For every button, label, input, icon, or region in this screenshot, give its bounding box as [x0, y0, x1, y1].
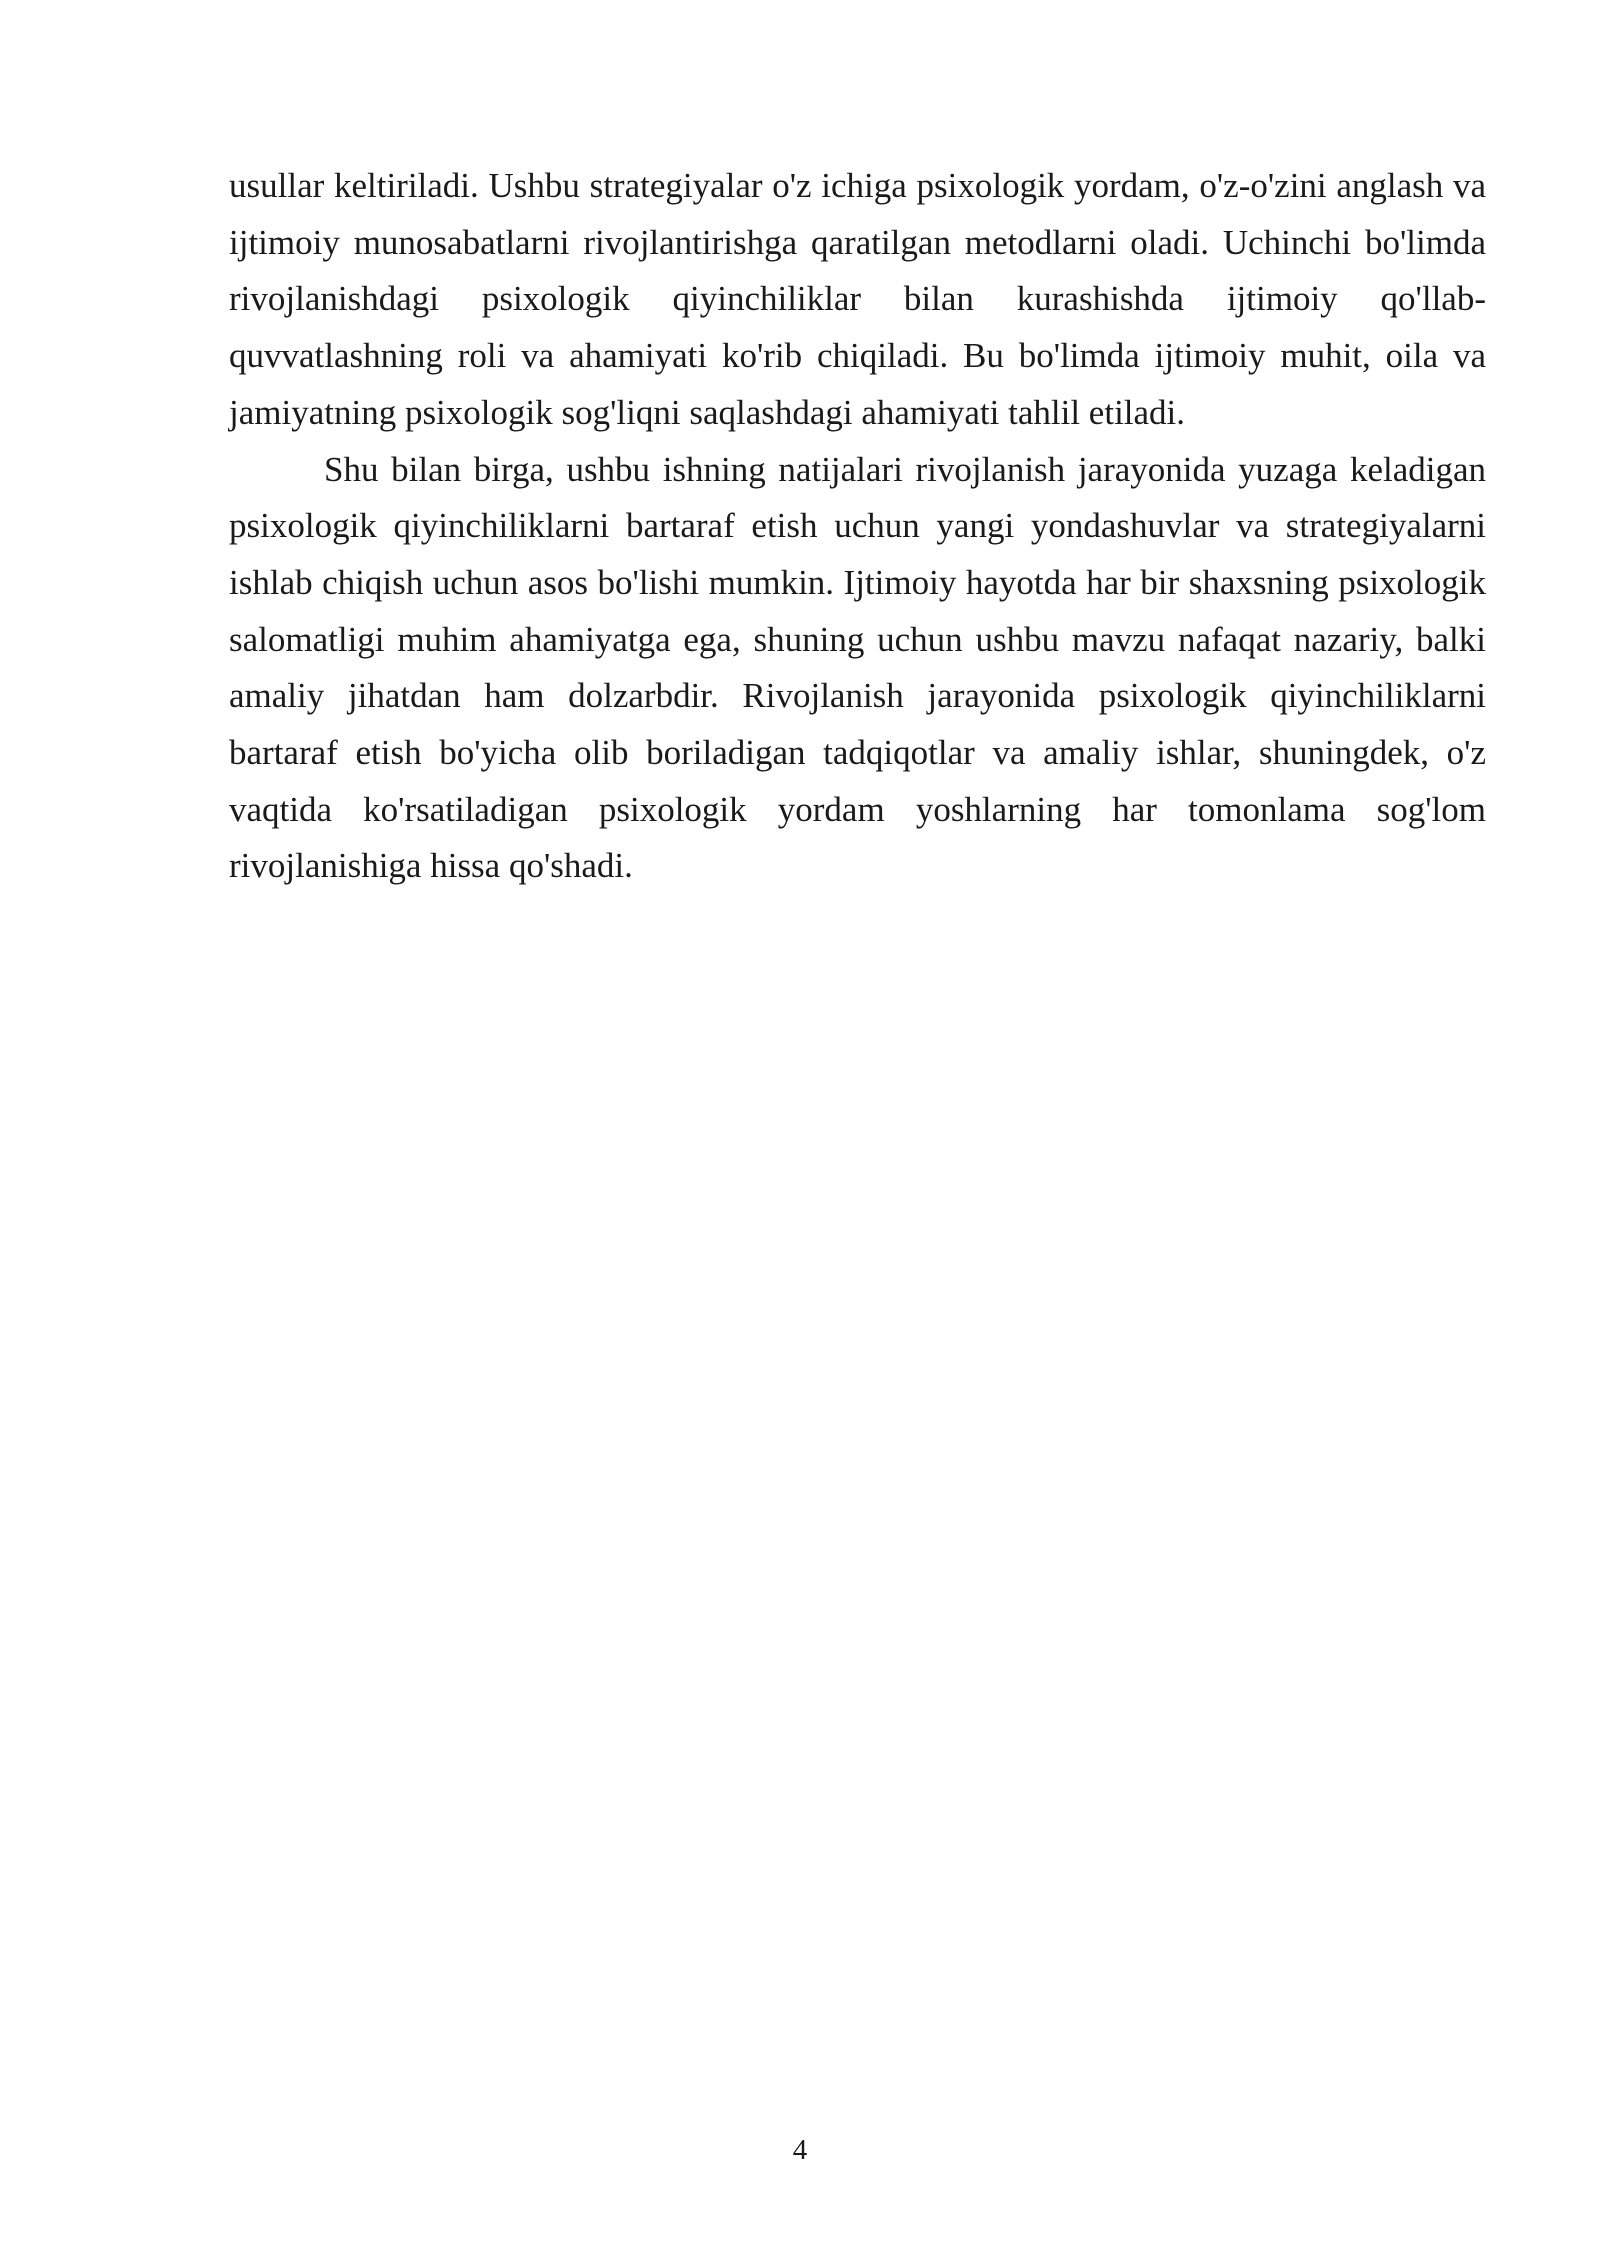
- body-text: [229, 158, 1486, 895]
- paragraph-conclusion: Shu bilan birga, ushbu ishning natijalari rivojlanish jarayonida yuzaga keladigan psixologik qiyinchiliklarni bartaraf etish uchun yangi yondashuvlar va strategiyalarni ishlab chiqish uchun asos bo'lishi mumkin. Ijtimoiy hayotda har bir shaxsning psixologik salomatligi muhim ahamiyatga ega, shuning uchun ushbu mavzu nafaqat nazariy, balki amaliy jihatdan ham dolzarbdir. Rivojlanish jarayonida psixologik qiyinchiliklarni bartaraf etish bo'yicha olib boriladigan tadqiqotlar va amaliy ishlar, shuningdek, o'z vaqtida ko'rsatiladigan psixologik yordam yoshlarning har tomonlama sog'lom rivojlanishiga hissa qo'shadi.: [229, 449, 1486, 886]
- page-number: 4: [792, 2134, 808, 2166]
- paragraph-continuation: usullar keltiriladi. Ushbu strategiyalar o'z ichiga psixologik yordam, o'z-o'zini anglash va ijtimoiy munosabatlarni rivojlantirishga qaratilgan metodlarni oladi. Uchinchi bo'limda rivojlanishdagi psixologik qiyinchiliklar bilan kurashishda ijtimoiy qo'llab-quvvatlashning roli va ahamiyati ko'rib chiqiladi. Bu bo'limda ijtimoiy muhit, oila va jamiyatning psixologik sog'liqni saqlashdagi ahamiyati tahlil etiladi.: [229, 166, 1486, 432]
